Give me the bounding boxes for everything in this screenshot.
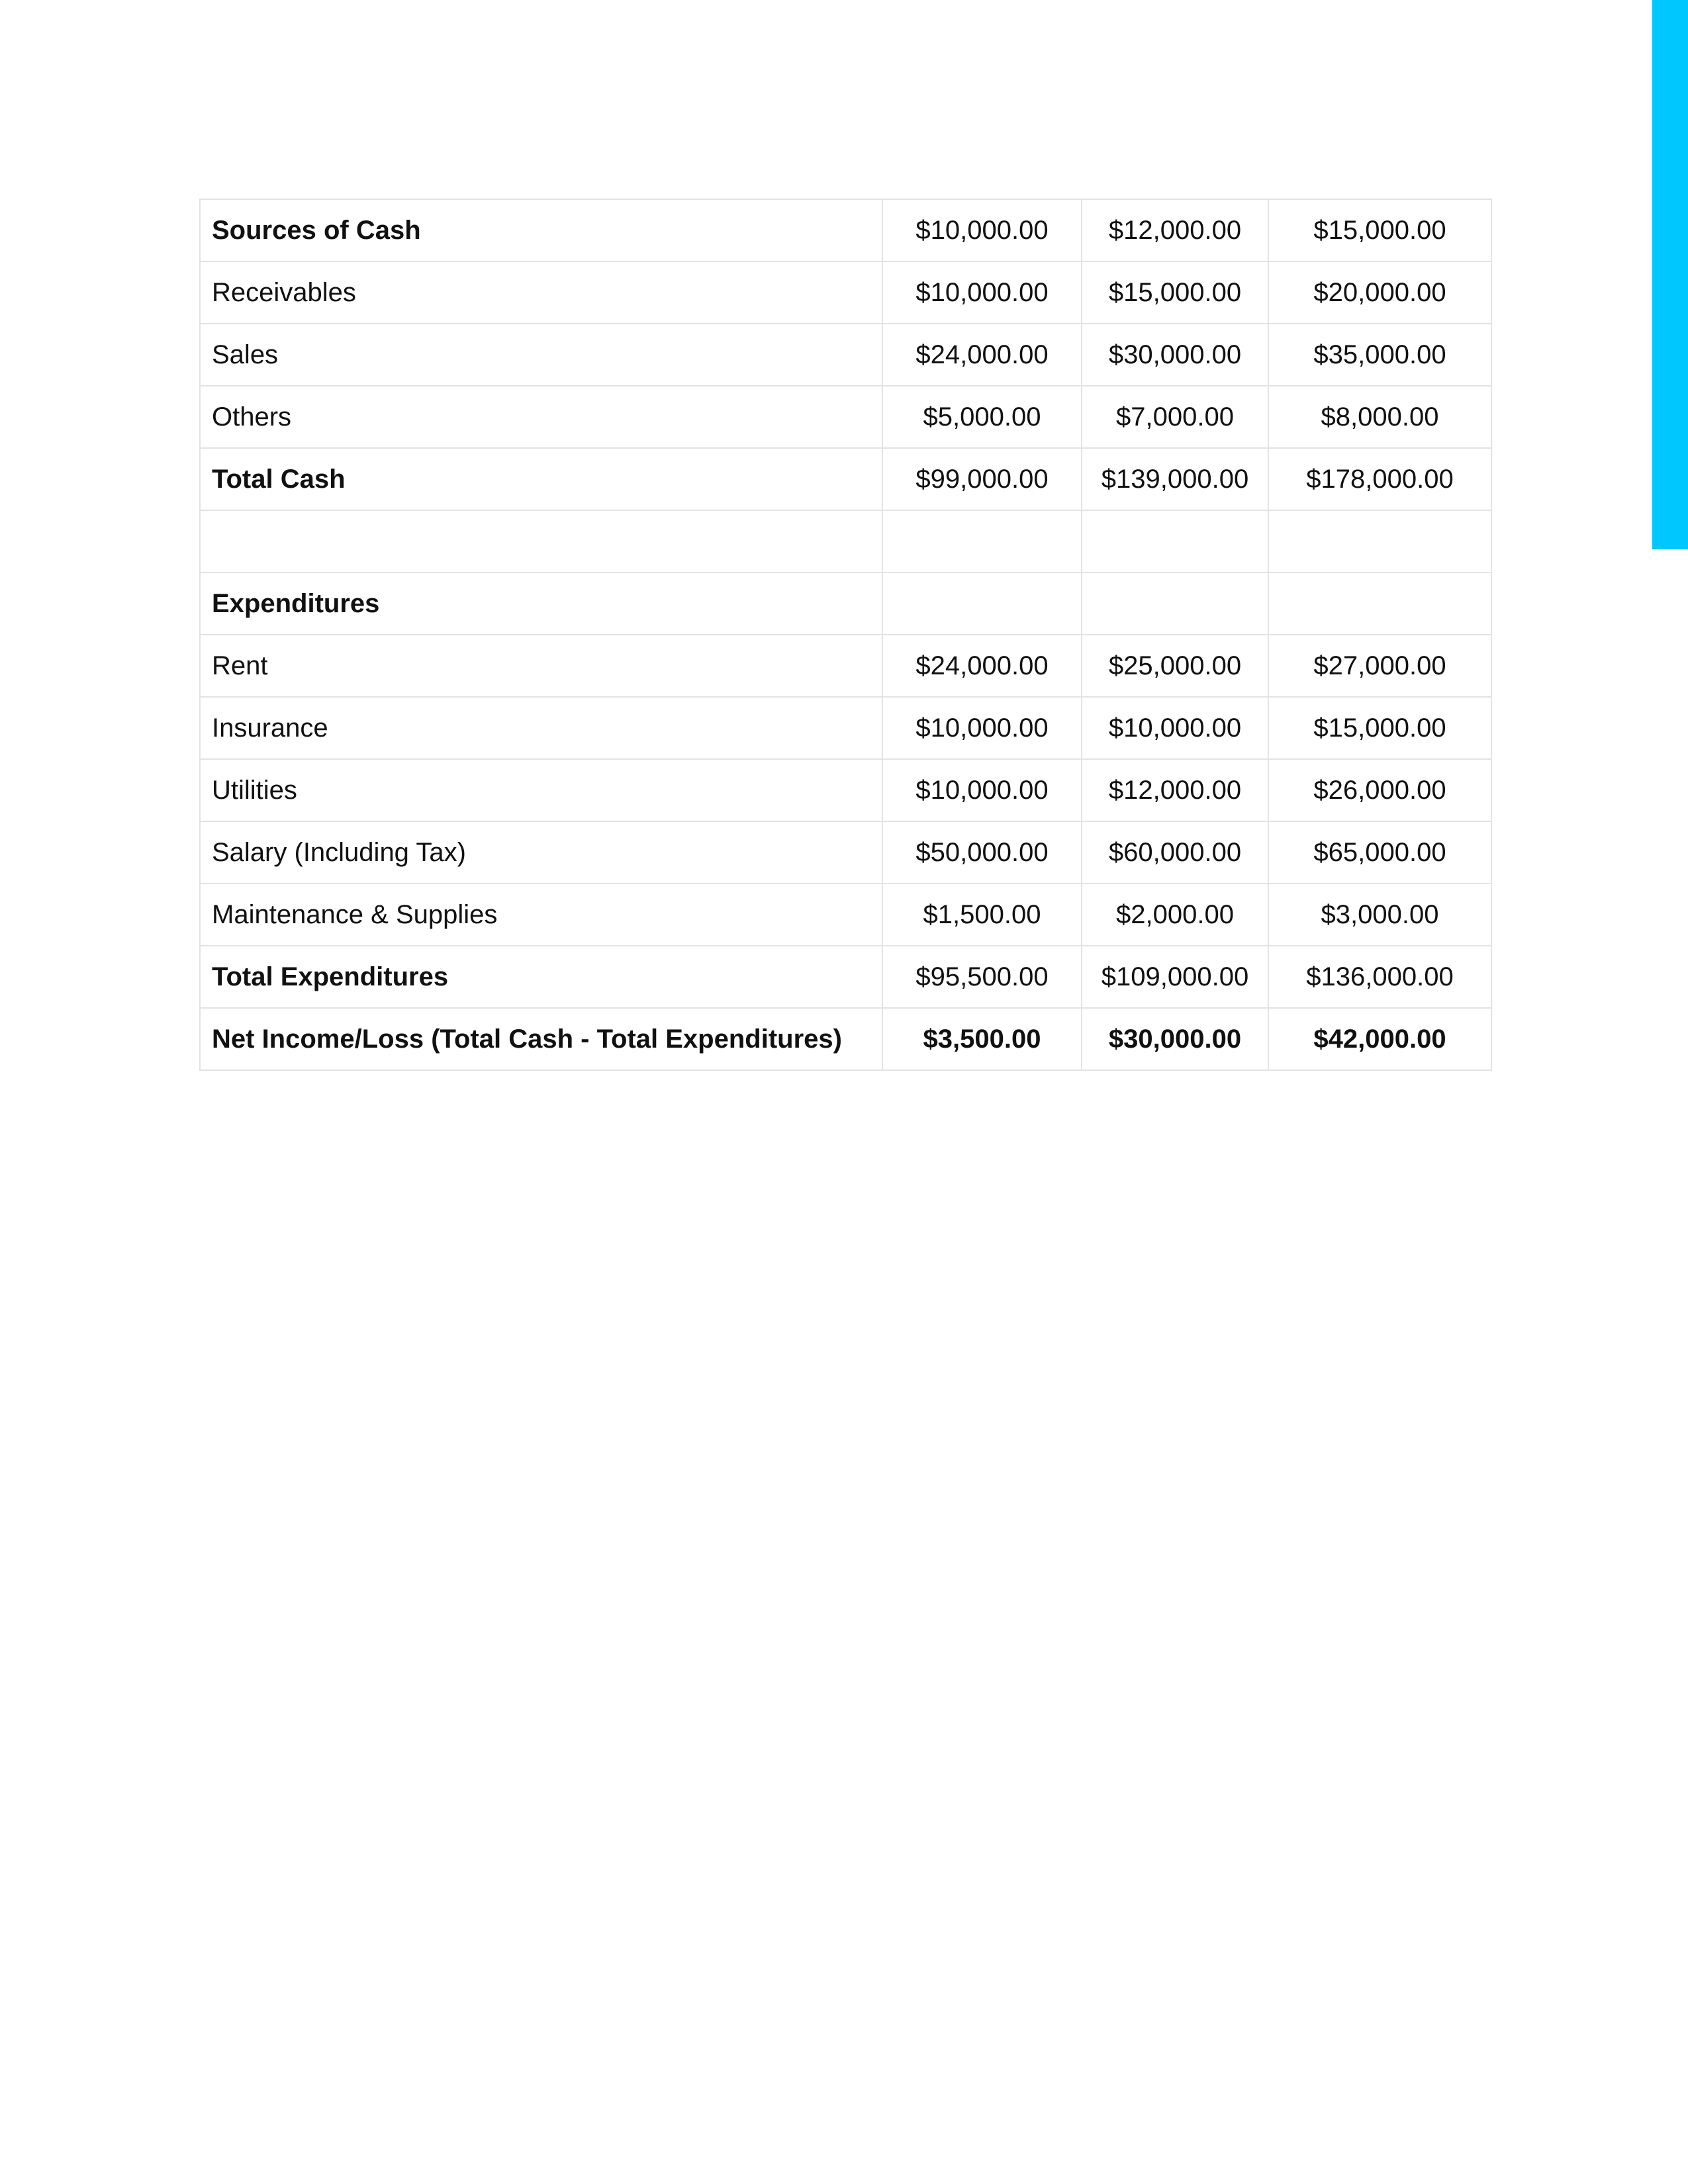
value-cell: $3,500.00 [882, 1008, 1082, 1070]
value-cell: $35,000.00 [1268, 324, 1491, 386]
value-cell: $12,000.00 [1082, 759, 1268, 821]
table-row [200, 1008, 1491, 1070]
row-label: Total Cash [200, 448, 882, 510]
value-cell: $1,500.00 [882, 884, 1082, 946]
value-cell [1082, 572, 1268, 635]
table-row [200, 884, 1491, 946]
value-cell: $3,000.00 [1268, 884, 1491, 946]
value-cell: $26,000.00 [1268, 759, 1491, 821]
table-body [200, 199, 1491, 1070]
row-label: Expenditures [200, 572, 882, 635]
table-row [200, 386, 1491, 448]
value-cell: $60,000.00 [1082, 821, 1268, 884]
table-row [200, 759, 1491, 821]
table-row [200, 261, 1491, 324]
row-label [200, 510, 882, 572]
value-cell: $65,000.00 [1268, 821, 1491, 884]
value-cell [1268, 510, 1491, 572]
value-cell: $95,500.00 [882, 946, 1082, 1008]
row-label: Total Expenditures [200, 946, 882, 1008]
table-row [200, 635, 1491, 697]
row-label: Insurance [200, 697, 882, 759]
value-cell: $109,000.00 [1082, 946, 1268, 1008]
value-cell: $10,000.00 [882, 199, 1082, 261]
value-cell [1082, 510, 1268, 572]
value-cell: $10,000.00 [882, 261, 1082, 324]
accent-bar [1652, 0, 1688, 549]
value-cell: $178,000.00 [1268, 448, 1491, 510]
row-label: Sales [200, 324, 882, 386]
value-cell: $15,000.00 [1268, 199, 1491, 261]
value-cell [882, 510, 1082, 572]
value-cell: $10,000.00 [1082, 697, 1268, 759]
value-cell: $15,000.00 [1082, 261, 1268, 324]
value-cell: $10,000.00 [882, 697, 1082, 759]
value-cell: $12,000.00 [1082, 199, 1268, 261]
row-label: Sources of Cash [200, 199, 882, 261]
value-cell [1268, 572, 1491, 635]
value-cell: $42,000.00 [1268, 1008, 1491, 1070]
value-cell [882, 572, 1082, 635]
value-cell: $24,000.00 [882, 324, 1082, 386]
value-cell: $30,000.00 [1082, 324, 1268, 386]
row-label: Receivables [200, 261, 882, 324]
value-cell: $136,000.00 [1268, 946, 1491, 1008]
table-row [200, 510, 1491, 572]
value-cell: $30,000.00 [1082, 1008, 1268, 1070]
row-label: Salary (Including Tax) [200, 821, 882, 884]
value-cell: $15,000.00 [1268, 697, 1491, 759]
value-cell: $10,000.00 [882, 759, 1082, 821]
value-cell: $8,000.00 [1268, 386, 1491, 448]
row-label: Net Income/Loss (Total Cash - Total Expenditures) [200, 1008, 882, 1070]
value-cell: $50,000.00 [882, 821, 1082, 884]
row-label: Utilities [200, 759, 882, 821]
value-cell: $99,000.00 [882, 448, 1082, 510]
value-cell: $25,000.00 [1082, 635, 1268, 697]
row-label: Others [200, 386, 882, 448]
table-row [200, 572, 1491, 635]
row-label: Maintenance & Supplies [200, 884, 882, 946]
value-cell: $20,000.00 [1268, 261, 1491, 324]
table-row [200, 324, 1491, 386]
value-cell: $5,000.00 [882, 386, 1082, 448]
value-cell: $7,000.00 [1082, 386, 1268, 448]
table-row [200, 697, 1491, 759]
cash-flow-table [199, 199, 1492, 1071]
value-cell: $27,000.00 [1268, 635, 1491, 697]
value-cell: $2,000.00 [1082, 884, 1268, 946]
value-cell: $24,000.00 [882, 635, 1082, 697]
value-cell: $139,000.00 [1082, 448, 1268, 510]
table-row [200, 448, 1491, 510]
table-row [200, 199, 1491, 261]
table-row [200, 946, 1491, 1008]
row-label: Rent [200, 635, 882, 697]
table-row [200, 821, 1491, 884]
